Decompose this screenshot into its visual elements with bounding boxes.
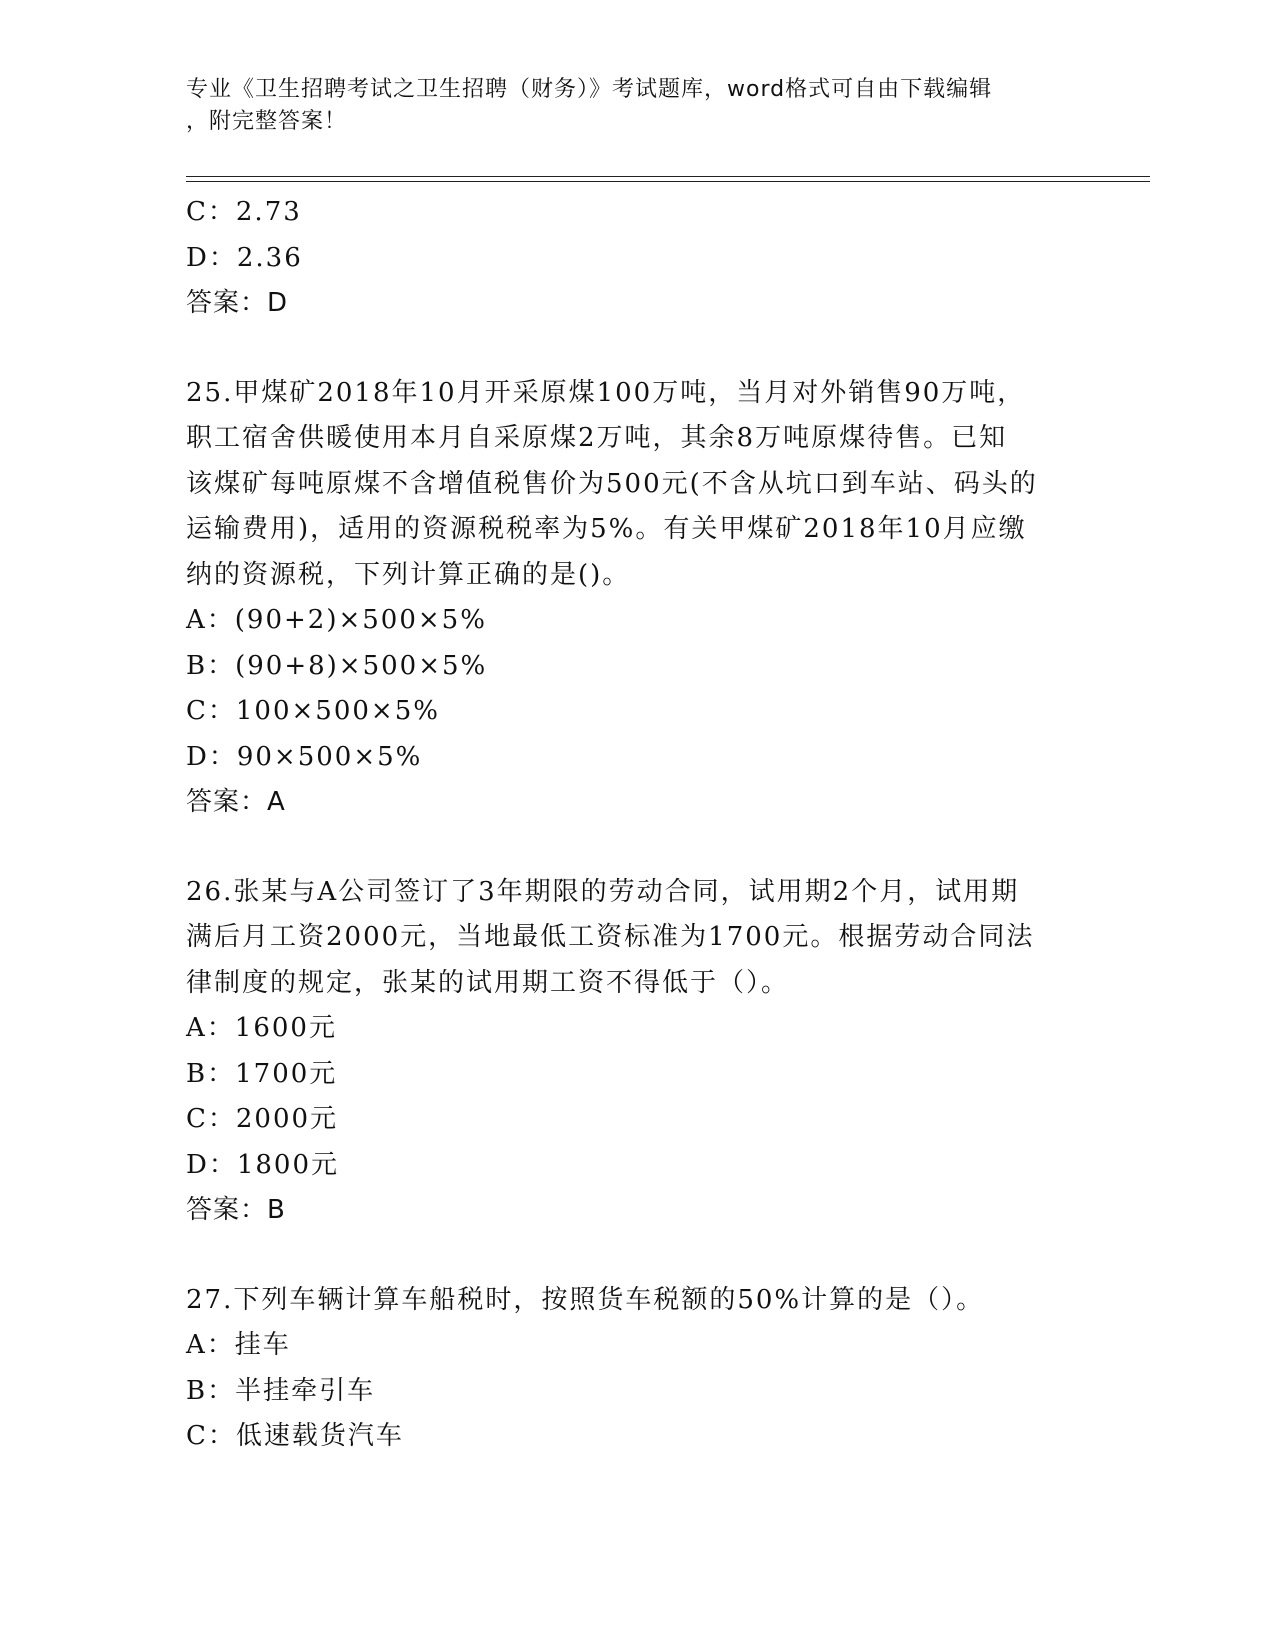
option-c: C：低速载货汽车 (186, 1421, 404, 1451)
question-26 (186, 870, 1076, 1234)
option-d: D：1800元 (186, 1149, 340, 1180)
question-stem-line: 职工宿舍供暖使用本月自采原煤2万吨，其余8万吨原煤待售。已知 (186, 423, 1008, 453)
option-c: C：100×500×5% (186, 696, 440, 726)
header-divider-bottom (186, 181, 1150, 182)
option-a: A：挂车 (186, 1330, 291, 1360)
question-27 (186, 1278, 1076, 1460)
question-stem-line: 25.甲煤矿2018年10月开采原煤100万吨，当月对外销售90万吨， (186, 377, 1026, 408)
option-d: D：90×500×5% (186, 741, 423, 772)
answer-line: 答案：A (186, 787, 286, 817)
option-d: D：2.36 (186, 242, 303, 273)
question-list (186, 190, 1076, 1460)
answer-line: 答案：D (186, 288, 289, 318)
question-stem-line: 律制度的规定，张某的试用期工资不得低于（）。 (186, 967, 790, 998)
question-gap (186, 327, 1076, 371)
option-b: B：(90+8)×500×5% (186, 650, 488, 681)
question-stem-line: 纳的资源税，下列计算正确的是()。 (186, 559, 631, 590)
question-24-tail (186, 190, 1076, 327)
option-c: C：2000元 (186, 1104, 339, 1134)
option-b: B：1700元 (186, 1058, 338, 1089)
header-divider-top (186, 176, 1150, 177)
header-line-1: 专业《卫生招聘考试之卫生招聘（财务）》考试题库，word格式可自由下载编辑 (186, 77, 993, 102)
question-stem-line: 运输费用)，适用的资源税税率为5%。有关甲煤矿2018年10月应缴 (186, 514, 1027, 544)
question-stem-line: 满后月工资2000元，当地最低工资标准为1700元。根据劳动合同法 (186, 922, 1035, 952)
option-c: C：2.73 (186, 197, 302, 227)
question-stem-line: 27.下列车辆计算车船税时，按照货车税额的50%计算的是（）。 (186, 1284, 985, 1315)
answer-line: 答案：B (186, 1195, 286, 1225)
question-stem-line: 该煤矿每吨原煤不含增值税售价为500元(不含从坑口到车站、码头的 (186, 468, 1038, 499)
question-stem-line: 26.张某与A公司签订了3年期限的劳动合同，试用期2个月，试用期 (186, 876, 1020, 907)
question-25 (186, 371, 1076, 826)
question-gap (186, 826, 1076, 870)
option-a: A：(90+2)×500×5% (186, 605, 487, 635)
option-b: B：半挂牵引车 (186, 1375, 376, 1406)
document-header (186, 74, 1076, 138)
header-line-2: ，附完整答案！ (186, 109, 348, 134)
option-a: A：1600元 (186, 1013, 337, 1043)
question-gap (186, 1234, 1076, 1278)
